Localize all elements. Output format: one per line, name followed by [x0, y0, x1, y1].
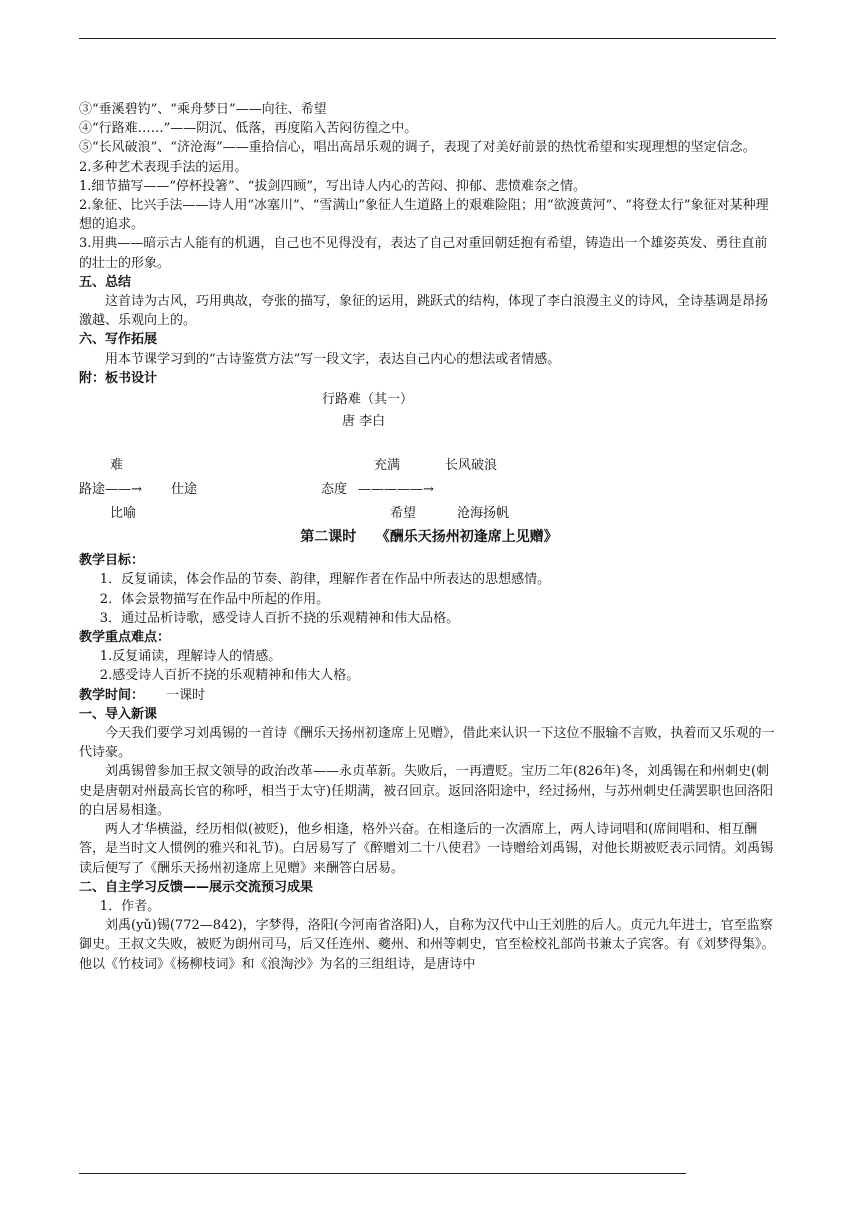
board-nan: 难 [110, 458, 124, 474]
board-biyu: 比喻 [110, 506, 137, 522]
text-line: ⑤“长风破浪”、“济沧海”——重拾信心，唱出高昂乐观的调子，表现了对美好前景的热忱希望和实现理想的坚定信念。 [79, 140, 756, 156]
text-line: 2.象征、比兴手法——诗人用“冰塞川”、“雪满山”象征人生道路上的艰难险阻；用“欲渡黄河”、“将登太行”象征对某种理想的追求。 [79, 198, 769, 233]
board-title: 行路难（其一） [322, 392, 414, 408]
footer-rule [79, 1173, 686, 1174]
board-author: 唐 李白 [342, 414, 386, 430]
key-item: 2.感受诗人百折不挠的乐观精神和伟大人格。 [99, 668, 360, 684]
board-heading: 附：板书设计 [79, 370, 158, 386]
time-heading: 教学时间： [79, 687, 145, 703]
lesson2-title: 第二课时 《酬乐天扬州初逢席上见赠》 [300, 529, 558, 546]
text-line: 3.用典——暗示古人能有的机遇，自己也不见得没有，表达了自己对重回朝廷抱有希望，铸造出一个雄姿英发、勇往直前的壮士的形象。 [79, 236, 768, 271]
key-item: 1.反复诵读，理解诗人的情感。 [99, 649, 282, 665]
board-canghai: 沧海扬帆 [457, 506, 510, 522]
header-rule [79, 38, 776, 39]
board-lutu: 路途——→ [79, 482, 142, 498]
board-arrow: —————→ [358, 482, 434, 498]
intro-paragraph: 两人才华横溢，经历相似(被贬)，他乡相逢，格外兴奋。在相逢后的一次酒席上，两人诗词唱和(席间唱和、相互酬答，是当时文人惯例的雅兴和礼节)。白居易写了《醉赠刘二十八使君》一诗赠给刘禹锡，对他长期被贬表示同情。刘禹锡读后便写了《酬乐天扬州初逢席上见赠》来酬答白居易。 [79, 822, 774, 876]
self-study-heading: 二、自主学习反馈——展示交流预习成果 [79, 879, 314, 895]
goal-item: 1．反复诵读，体会作品的节奏、韵律，理解作者在作品中所表达的思想感情。 [99, 572, 551, 588]
keys-heading: 教学重点难点： [79, 630, 171, 646]
text-line: ③“垂溪碧钓”、“乘舟梦日”——向往、希望 [79, 102, 327, 117]
section-heading-writing: 六、写作拓展 [79, 332, 158, 348]
goals-heading: 教学目标： [79, 553, 145, 569]
intro-paragraph: 今天我们要学习刘禹锡的一首诗《酬乐天扬州初逢席上见赠》，借此来认识一下这位不服输不言败，执着而又乐观的一代诗豪。 [79, 726, 775, 761]
board-design-diagram [79, 390, 779, 522]
goal-item: 3．通过品析诗歌，感受诗人百折不挠的乐观精神和伟大品格。 [99, 610, 460, 626]
author-text: 刘禹(yǔ)锡(772—842)，字梦得，洛阳(今河南省洛阳)人，自称为汉代中山王刘胜的后人。贞元九年进士，官至监察御史。王叔文失败，被贬为朗州司马，后又任连州、夔州、和州等刺史，官至检校礼部尚书兼太子宾客。有《刘梦得集》。他以《竹枝词》《杨柳枝词》和《浪淘沙》为名的三组组诗，是唐诗中 [79, 918, 775, 972]
time-value: 一课时 [166, 687, 206, 703]
board-shitu: 仕途 [171, 482, 198, 498]
text-line: ④“行路难……”——阴沉、低落，再度陷入苦闷彷徨之中。 [79, 121, 418, 137]
document-body [79, 100, 779, 974]
intro-heading: 一、导入新课 [79, 706, 158, 722]
teaching-time [79, 686, 779, 705]
text-line: 1.细节描写——“停杯投箸”、“拔剑四顾”，写出诗人内心的苦闷、抑郁、悲愤难奈之情。 [79, 178, 586, 194]
board-chongman: 充满 [374, 458, 401, 474]
board-taidu: 态度 [321, 482, 348, 498]
intro-paragraph: 刘禹锡曾参加王叔文领导的政治改革——永贞革新。失败后，一再遭贬。宝历二年(826年)冬，刘禹锡在和州刺史(刺史是唐朝对州最高长官的称呼，相当于太守)任期满，被召回京。返回洛阳途中，经过扬州，与苏州刺史任满罢职也回洛阳的白居易相逢。 [79, 764, 774, 818]
section-heading-summary: 五、总结 [79, 274, 132, 290]
writing-text: 用本节课学习到的“古诗鉴赏方法”写一段文字，表达自己内心的想法或者情感。 [105, 351, 561, 367]
board-changfeng: 长风破浪 [445, 458, 498, 474]
board-xiwang: 希望 [390, 506, 417, 522]
goal-item: 2．体会景物描写在作品中所起的作用。 [99, 591, 330, 607]
author-label: 1．作者。 [99, 898, 161, 914]
text-line: 2.多种艺术表现手法的运用。 [79, 159, 248, 175]
summary-text: 这首诗为古风，巧用典故，夸张的描写，象征的运用，跳跃式的结构，体现了李白浪漫主义的诗风，全诗基调是昂扬激越、乐观向上的。 [79, 294, 769, 329]
